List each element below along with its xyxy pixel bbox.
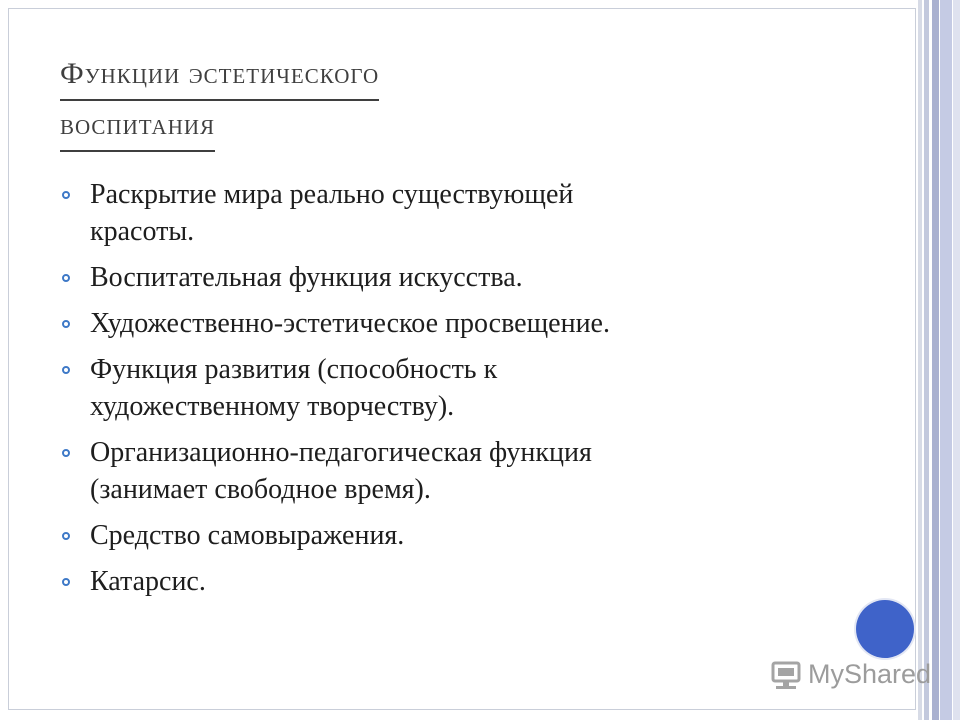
slide-title: [60, 50, 780, 152]
decorative-circle: [856, 600, 914, 658]
decorative-stripe: [932, 0, 939, 720]
bullet-text: (занимает свободное время).: [90, 474, 431, 505]
bullet-text: Раскрытие мира реально существующей: [90, 179, 574, 210]
bullet-text: Катарсис.: [90, 566, 206, 597]
watermark: [770, 654, 931, 694]
bullet-item: [58, 434, 818, 508]
bullet-item: [58, 517, 818, 554]
bullet-item: [58, 176, 818, 250]
ring-bullet-icon: [62, 274, 70, 282]
slide-title-line-2: воспитания: [60, 101, 215, 152]
bullet-item: [58, 351, 818, 425]
bullet-text: Средство самовыражения.: [90, 520, 405, 551]
bullet-item: [58, 305, 818, 342]
bullet-text: Художественно-эстетическое просвещение.: [90, 308, 610, 339]
slide-title-line-1: Функции эстетического: [60, 50, 379, 101]
ring-bullet-icon: [62, 578, 70, 586]
decorative-stripe: [918, 0, 922, 720]
bullet-list: [58, 176, 818, 609]
bullet-text: художественному творчеству).: [90, 391, 455, 422]
decorative-stripe: [953, 0, 960, 720]
bullet-text: Функция развития (способность к: [90, 354, 498, 385]
ring-bullet-icon: [62, 366, 70, 374]
bullet-item: [58, 259, 818, 296]
bullet-item: [58, 563, 818, 600]
ring-bullet-icon: [62, 532, 70, 540]
ring-bullet-icon: [62, 449, 70, 457]
watermark-text: MyShared: [808, 658, 932, 689]
myshared-logo-icon: [770, 657, 802, 691]
decorative-stripe: [940, 0, 952, 720]
bullet-text: Организационно-педагогическая функция: [90, 437, 592, 468]
bullet-text: Воспитательная функция искусства.: [90, 262, 523, 293]
ring-bullet-icon: [62, 320, 70, 328]
ring-bullet-icon: [62, 191, 70, 199]
decorative-stripe: [924, 0, 929, 720]
bullet-text: красоты.: [90, 216, 195, 247]
